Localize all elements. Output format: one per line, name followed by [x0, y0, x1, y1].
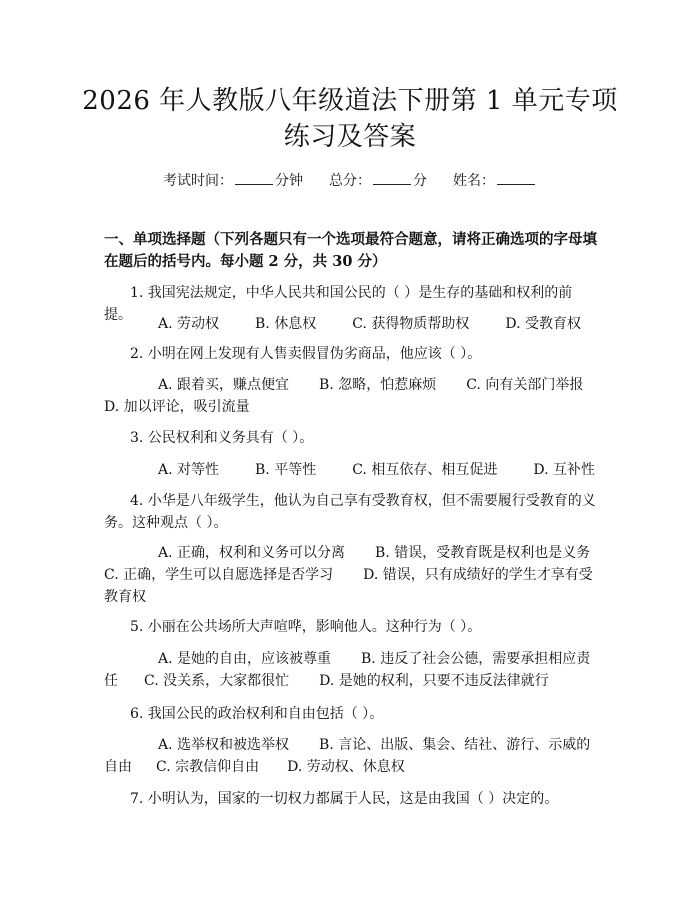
- question-4-option-d[interactable]: D. 错误，只有成绩好的学生才享有受教育权: [104, 567, 593, 605]
- question-5-option-a[interactable]: A. 是她的自由，应该被尊重: [158, 651, 332, 667]
- exam-time-blank[interactable]: [235, 170, 273, 185]
- question-6-stem: [104, 703, 600, 725]
- question-3-option-d[interactable]: D. 互补性: [533, 462, 595, 478]
- question-5-option-d[interactable]: D. 是她的权利，只要不违反法律就行: [319, 673, 549, 689]
- question-4-option-a[interactable]: A. 正确，权利和义务可以分离: [158, 545, 346, 561]
- question-5-option-b[interactable]: B. 违反了社会公德，需要承担相应责任: [104, 651, 591, 689]
- question-1-option-a[interactable]: A. 劳动权: [158, 316, 220, 332]
- question-6-option-c[interactable]: C. 宗教信仰自由: [156, 759, 260, 775]
- question-3-stem: [104, 427, 600, 449]
- total-score-unit: 分: [413, 173, 427, 189]
- question-1-option-c[interactable]: C. 获得物质帮助权: [352, 316, 470, 332]
- question-stem: 4. 小华是八年级学生，他认为自己享有受教育权，但不需要履行受教育的义务。这种观点（ ）。: [104, 493, 596, 531]
- question-2-option-d[interactable]: D. 加以评论，吸引流量: [104, 399, 250, 415]
- question-3-option-c[interactable]: C. 相互依存、相互促进: [352, 462, 498, 478]
- total-score-label: 总分：: [329, 173, 371, 189]
- question-4-options: [104, 542, 600, 608]
- question-6-option-a[interactable]: A. 选举权和被选举权: [158, 737, 290, 753]
- document-title-line-1: 2026 年人教版八年级道法下册第 1 单元专项: [82, 86, 618, 116]
- question-stem: 7. 小明认为，国家的一切权力都属于人民，这是由我国（ ）决定的。: [130, 791, 559, 807]
- exam-time-label: 考试时间：: [163, 173, 233, 189]
- document-title-line-2: 练习及答案: [283, 122, 417, 152]
- student-name-label: 姓名：: [453, 173, 495, 189]
- question-3-option-b[interactable]: B. 平等性: [255, 462, 317, 478]
- question-stem: 2. 小明在网上发现有人售卖假冒伪劣商品，他应该（ ）。: [130, 346, 482, 362]
- question-stem: 1. 我国宪法规定，中华人民共和国公民的（ ）是生存的基础和权利的前提。: [104, 285, 573, 323]
- question-2-options: [104, 374, 600, 418]
- question-5-stem: [104, 616, 600, 638]
- question-6-option-d[interactable]: D. 劳动权、休息权: [287, 759, 405, 775]
- total-score-blank[interactable]: [373, 170, 411, 185]
- question-stem: 3. 公民权利和义务具有（ ）。: [130, 430, 314, 446]
- question-1-option-b[interactable]: B. 休息权: [255, 316, 317, 332]
- question-5-option-c[interactable]: C. 没关系，大家都很忙: [144, 673, 290, 689]
- question-stem: 6. 我国公民的政治权利和自由包括（ ）。: [130, 706, 384, 722]
- question-stem: 5. 小丽在公共场所大声喧哗，影响他人。这种行为（ ）。: [130, 619, 482, 635]
- question-1-options: [104, 313, 600, 335]
- question-2-option-a[interactable]: A. 跟着买，赚点便宜: [158, 377, 290, 393]
- question-2-option-b[interactable]: B. 忽略，怕惹麻烦: [319, 377, 437, 393]
- question-4-option-b[interactable]: B. 错误，受教育既是权利也是义务: [375, 545, 591, 561]
- question-2-stem: [104, 343, 600, 365]
- question-3-options: [104, 459, 600, 481]
- exam-info-line: [0, 170, 700, 191]
- question-4-stem: [104, 490, 600, 534]
- student-name-blank[interactable]: [497, 170, 535, 185]
- question-4-option-c[interactable]: C. 正确，学生可以自愿选择是否学习: [104, 567, 334, 583]
- question-6-options: [104, 734, 600, 778]
- question-3-option-a[interactable]: A. 对等性: [158, 462, 220, 478]
- question-7-stem: [104, 788, 600, 810]
- question-1-option-d[interactable]: D. 受教育权: [505, 316, 581, 332]
- question-2-option-c[interactable]: C. 向有关部门举报: [466, 377, 584, 393]
- question-6-option-b[interactable]: B. 言论、出版、集会、结社、游行、示威的自由: [104, 737, 591, 775]
- exam-time-unit: 分钟: [275, 173, 303, 189]
- section-heading: 一、单项选择题（下列各题只有一个选项最符合题意，请将正确选项的字母填在题后的括号内。每小题 2 分，共 30 分）: [104, 231, 597, 270]
- question-5-options: [104, 648, 600, 692]
